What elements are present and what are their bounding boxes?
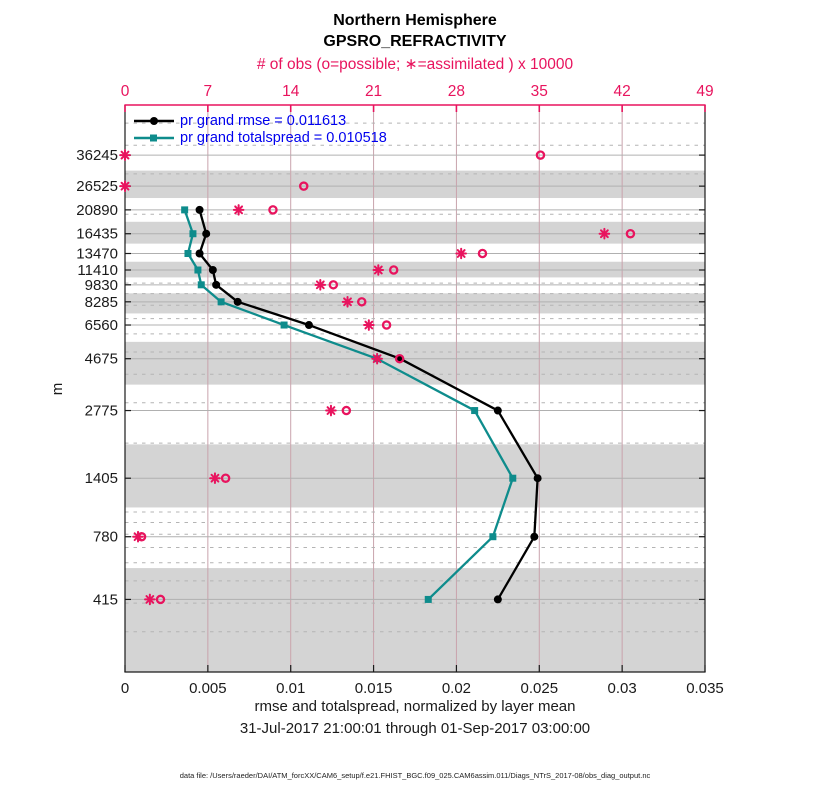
totalspread-point bbox=[509, 475, 516, 482]
rmse-point bbox=[530, 533, 538, 541]
y-tick-label: 2775 bbox=[84, 402, 118, 420]
x-tick-label: 0.005 bbox=[189, 680, 227, 697]
y-tick-label: 13470 bbox=[76, 245, 118, 263]
y-tick-label: 6560 bbox=[84, 317, 118, 335]
y-tick-label: 20890 bbox=[76, 201, 118, 219]
totalspread-point bbox=[281, 322, 288, 329]
totalspread-point bbox=[425, 596, 432, 603]
legend-label-rmse: pr grand rmse = 0.011613 bbox=[180, 112, 347, 129]
obs-tick-label: 49 bbox=[696, 83, 714, 100]
x-tick-label: 0.03 bbox=[607, 680, 637, 697]
totalspread-point bbox=[489, 533, 496, 540]
x-tick-label: 0.02 bbox=[441, 680, 472, 697]
x-tick-label: 0 bbox=[120, 680, 130, 697]
gray-band bbox=[125, 293, 705, 313]
y-tick-label: 26525 bbox=[76, 178, 118, 196]
y-tick-label: 9830 bbox=[84, 276, 118, 294]
totalspread-point bbox=[218, 298, 225, 305]
obs-tick-label: 0 bbox=[120, 83, 130, 100]
y-tick-label: 8285 bbox=[84, 293, 118, 311]
y-tick-label: 1405 bbox=[84, 470, 118, 488]
chart-title-region: Northern Hemisphere bbox=[333, 12, 497, 29]
x-axis-label: rmse and totalspread, normalized by layer mean bbox=[254, 698, 576, 715]
obs-tick-label: 35 bbox=[530, 83, 548, 100]
rmse-point bbox=[494, 407, 502, 415]
obs-tick-label: 28 bbox=[447, 83, 466, 100]
chart-title-variable: GPSRO_REFRACTIVITY bbox=[323, 33, 507, 50]
obs-tick-label: 14 bbox=[282, 83, 300, 100]
totalspread-point bbox=[198, 281, 205, 288]
gray-band bbox=[125, 222, 705, 244]
x-tick-label: 0.035 bbox=[686, 680, 724, 697]
rmse-point bbox=[305, 321, 313, 329]
totalspread-point bbox=[181, 206, 188, 213]
obs-tick-label: 7 bbox=[203, 83, 213, 100]
rmse-point bbox=[202, 230, 210, 238]
legend bbox=[133, 112, 387, 146]
gray-band bbox=[125, 171, 705, 198]
rmse-point bbox=[494, 595, 502, 603]
y-tick-label: 16435 bbox=[76, 225, 118, 243]
rmse-point bbox=[234, 298, 242, 306]
legend-row-rmse bbox=[133, 112, 387, 129]
rmse-point bbox=[534, 474, 542, 482]
totalspread-point bbox=[471, 407, 478, 414]
y-tick-label: 36245 bbox=[76, 147, 118, 165]
x-tick-label: 0.025 bbox=[520, 680, 559, 697]
y-tick-label: 4675 bbox=[84, 350, 118, 368]
y-tick-label: 780 bbox=[92, 528, 118, 546]
obs-tick-label: 21 bbox=[364, 83, 383, 100]
obs-tick-label: 42 bbox=[613, 83, 631, 100]
datafile-path: data file: /Users/raeder/DAI/ATM_forcXX/CAM6_setup/f.e21.FHIST_BGC.f09_025.CAM6assim.011/Diags_NTrS_2017-08/obs_diag_output.nc bbox=[179, 771, 651, 780]
gray-band bbox=[125, 568, 705, 672]
y-axis-label: m bbox=[49, 382, 66, 396]
y-tick-label: 11410 bbox=[77, 262, 118, 280]
legend-row-totalspread bbox=[133, 129, 387, 146]
totalspread-point bbox=[194, 267, 201, 274]
totalspread-point bbox=[189, 230, 196, 237]
x-tick-label: 0.01 bbox=[276, 680, 306, 697]
rmse-point bbox=[209, 266, 217, 274]
rmse-line-icon bbox=[133, 115, 175, 127]
legend-label-totalspread: pr grand totalspread = 0.010518 bbox=[180, 129, 387, 146]
rmse-point bbox=[196, 206, 204, 214]
rmse-point bbox=[212, 281, 220, 289]
timespan-label: 31-Jul-2017 21:00:01 through 01-Sep-2017 03:00:00 bbox=[239, 720, 591, 737]
top-axis-label: # of obs (o=possible; ∗=assimilated ) x 10000 bbox=[256, 56, 574, 73]
totalspread-point bbox=[184, 250, 191, 257]
x-tick-label: 0.015 bbox=[354, 680, 393, 697]
totalspread-line-icon bbox=[133, 132, 175, 144]
rmse-point bbox=[196, 250, 204, 258]
y-tick-label: 415 bbox=[92, 591, 118, 609]
